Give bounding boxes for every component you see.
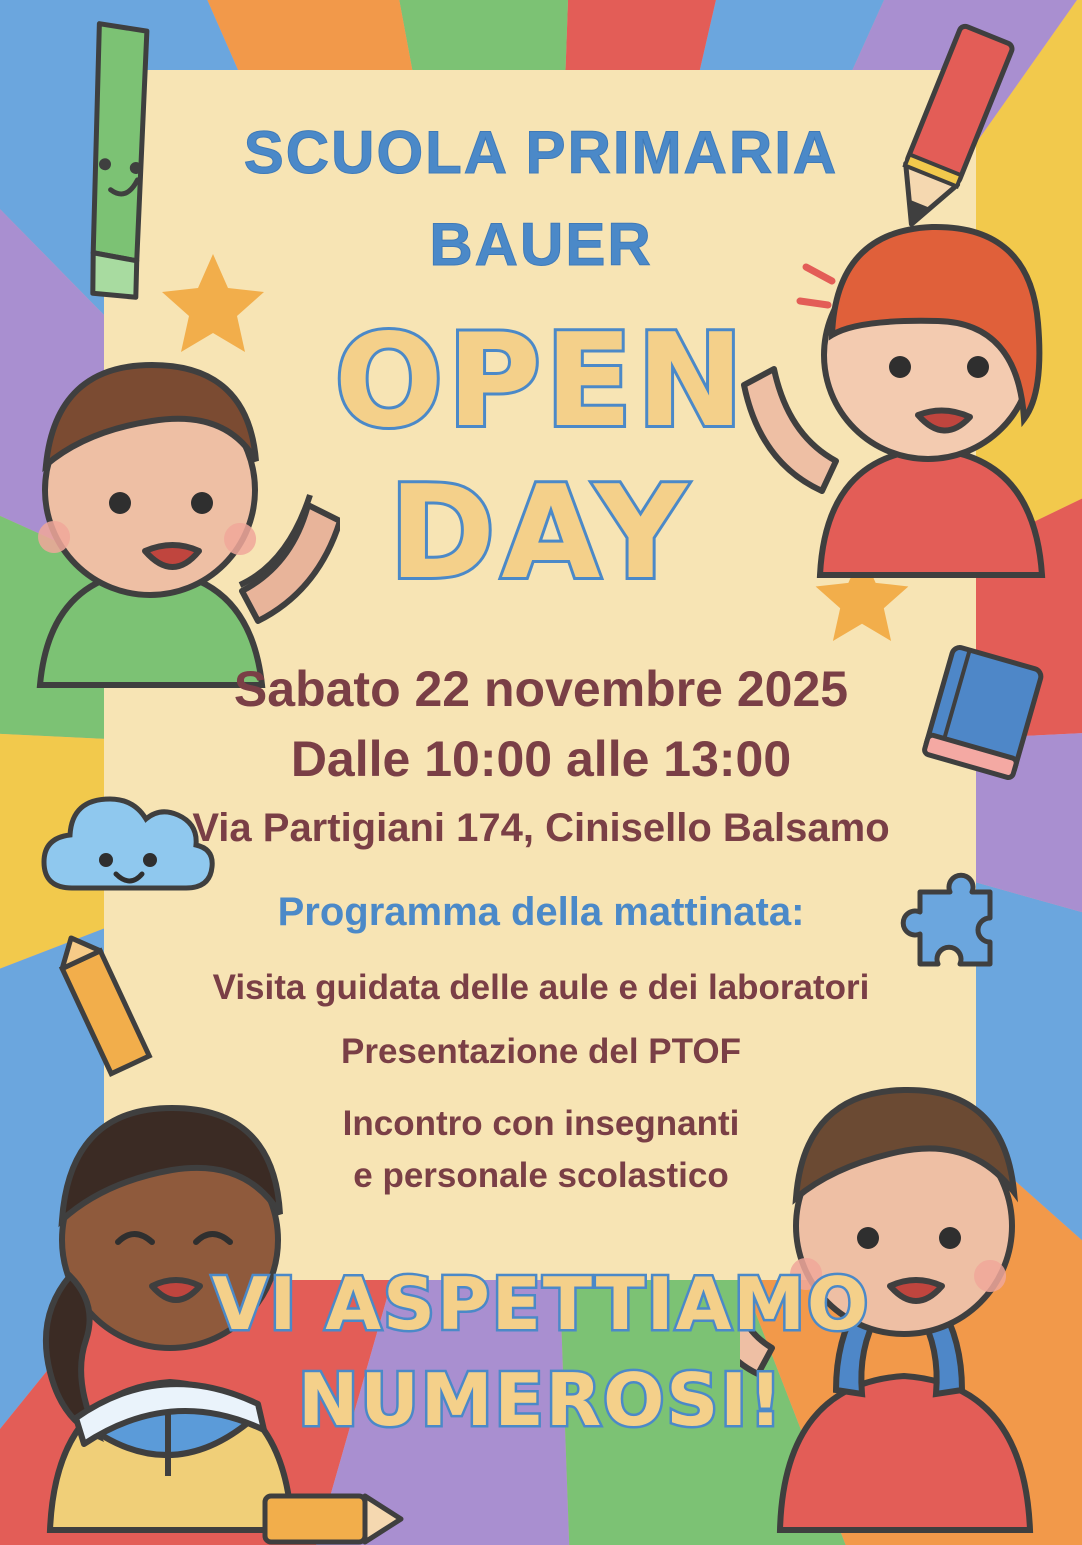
event-title-day: DAY <box>389 459 693 608</box>
program-item-3-cont: e personale scolastico <box>353 1156 729 1195</box>
school-title-line2: BAUER <box>429 211 653 278</box>
program-item-3: Incontro con insegnanti <box>342 1104 740 1143</box>
program-heading: Programma della mattinata: <box>277 890 805 934</box>
closing-line2: NUMEROSI! <box>298 1358 784 1442</box>
event-address: Via Partigiani 174, Cinisello Balsamo <box>192 806 890 850</box>
program-item-1: Visita guidata delle aule e dei laboratori <box>212 968 870 1007</box>
crayon-orange-bottom <box>52 930 162 1105</box>
program-item-2: Presentazione del PTOF <box>340 1032 742 1071</box>
pencil-bottom <box>255 1470 405 1545</box>
school-title-line1: SCUOLA PRIMARIA <box>243 119 839 186</box>
event-date: Sabato 22 novembre 2025 <box>233 661 849 717</box>
event-time: Dalle 10:00 alle 13:00 <box>290 731 792 787</box>
closing-line1: VI ASPETTIAMO <box>211 1262 871 1346</box>
event-title-open: OPEN <box>334 307 748 456</box>
